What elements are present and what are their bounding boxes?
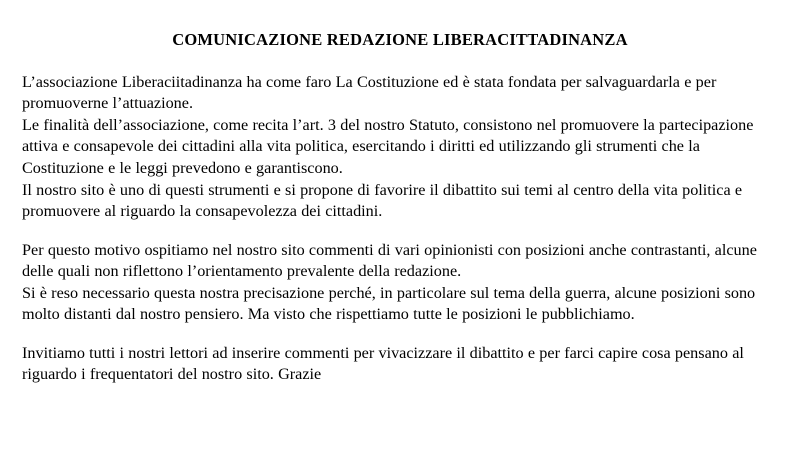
- block-spacer: [22, 326, 778, 343]
- block-spacer: [22, 223, 778, 240]
- paragraph: L’associazione Liberaciitadinanza ha come faro La Costituzione ed è stata fondata per salvaguardarla e per promuoverne l’attuazione.: [22, 72, 717, 113]
- paragraph: Per questo motivo ospitiamo nel nostro sito commenti di vari opinionisti con posizioni anche contrastanti, alcune delle quali non riflettono l’orientamento prevalente della redazione.: [22, 240, 757, 281]
- paragraph-block-3: [22, 343, 778, 386]
- paragraph: Si è reso necessario questa nostra precisazione perché, in particolare sul tema della guerra, alcune posizioni sono molto distanti dal nostro pensiero. Ma visto che rispettiamo tutte le posizioni le pubblichiamo.: [22, 283, 756, 324]
- paragraph: Il nostro sito è uno di questi strumenti e si propone di favorire il dibattito sui temi al centro della vita politica e promuovere al riguardo la consapevolezza dei cittadini.: [22, 180, 743, 221]
- paragraph: Invitiamo tutti i nostri lettori ad inserire commenti per vivacizzare il dibattito e per farci capire cosa pensano al riguardo i frequentatori del nostro sito. Grazie: [22, 343, 744, 384]
- paragraph-block-2: [22, 240, 778, 326]
- page-title: COMUNICAZIONE REDAZIONE LIBERACITTADINANZA: [172, 30, 628, 49]
- paragraph: Le finalità dell’associazione, come recita l’art. 3 del nostro Statuto, consistono nel promuovere la partecipazione attiva e consapevole dei cittadini alla vita politica, esercitando i diritti ed utilizzando gli strumenti che la Costituzione e le leggi prevedono e garantiscono.: [22, 115, 754, 177]
- paragraph-block-1: [22, 72, 778, 223]
